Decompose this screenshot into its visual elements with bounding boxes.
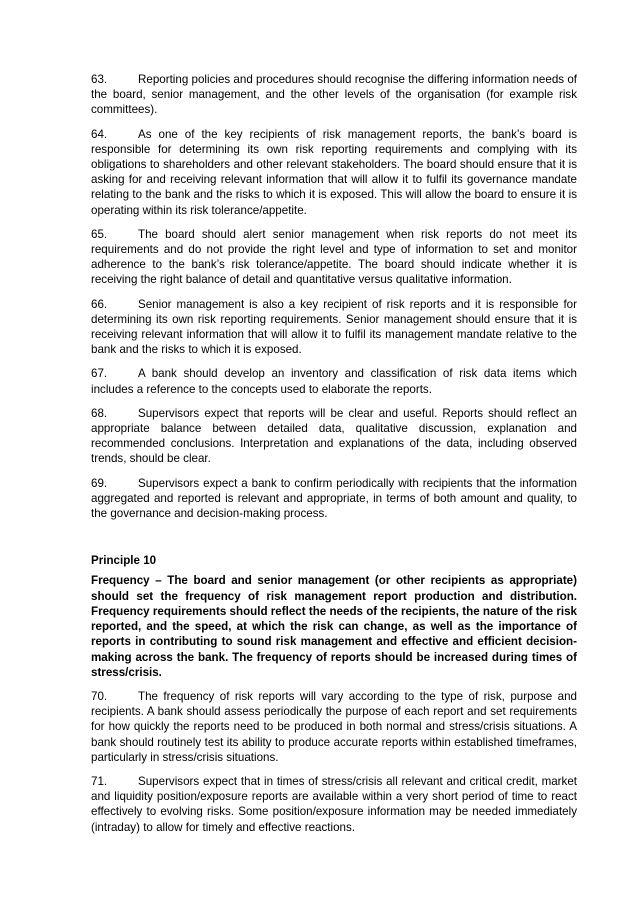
paragraph-text: Reporting policies and procedures should recognise the differing information needs of the board, senior management, and the other levels of the organisation (for example risk committees).: [91, 73, 577, 117]
paragraph-66: [91, 297, 577, 358]
paragraph-68: [91, 406, 577, 467]
principle-heading: Principle 10: [91, 554, 157, 568]
paragraph-number: 66.: [91, 297, 108, 311]
paragraph-67: [91, 366, 577, 396]
paragraph-number: 68.: [91, 406, 108, 420]
paragraph-63: [91, 72, 577, 118]
paragraph-text: Supervisors expect that in times of stress/crisis all relevant and critical credit, market and liquidity position/exposure reports are available within a very short period of time to react effectively to evolving risks. Some position/exposure information may be needed immediately (intraday) to allow for timely and effective reactions.: [91, 774, 577, 834]
paragraph-number: 64.: [91, 127, 108, 141]
paragraph-text: The frequency of risk reports will vary according to the type of risk, purpose and recipients. A bank should assess periodically the purpose of each report and set requirements for how quickly the reports need to be produced in both normal and stress/crisis situations. A bank should routinely test its ability to produce accurate reports within established timeframes, particularly in stress/crisis situations.: [91, 689, 577, 764]
paragraph-number: 67.: [91, 367, 108, 381]
paragraph-number: 69.: [91, 476, 108, 490]
paragraph-number: 71.: [91, 774, 108, 788]
paragraph-65: [91, 227, 577, 288]
paragraph-71: [91, 774, 577, 835]
paragraph-number: 65.: [91, 227, 108, 241]
paragraph-text: The board should alert senior management when risk reports do not meet its requirements and do not provide the right level and type of information to set and monitor adherence to the bank’s risk tolerance/appetite. The board should indicate whether it is receiving the right balance of detail and quantitative versus qualitative information.: [91, 227, 577, 287]
paragraph-64: [91, 127, 577, 218]
principle-statement: Frequency – The board and senior management (or other recipients as appropriate) should set the frequency of risk management report production and distribution. Frequency requirements should reflect the needs of the recipients, the nature of the risk reported, and the speed, at which the risk can change, as well as the importance of reports in contributing to sound risk management and effective and efficient decision-making across the bank. The frequency of reports should be increased during times of stress/crisis.: [91, 574, 577, 679]
paragraph-number: 63.: [91, 73, 108, 86]
document-page: [91, 72, 577, 844]
paragraph-70: [91, 689, 577, 765]
paragraph-text: A bank should develop an inventory and classification of risk data items which includes a reference to the concepts used to elaborate the reports.: [91, 367, 577, 396]
paragraph-text: Senior management is also a key recipient of risk reports and it is responsible for determining its own risk reporting requirements. Senior management should ensure that it is receiving relevant information that will allow it to fulfil its management mandate relative to the bank and the risks to which it is exposed.: [91, 297, 577, 357]
paragraph-text: Supervisors expect a bank to confirm periodically with recipients that the information aggregated and reported is relevant and appropriate, in terms of both amount and quality, to the governance and decision-making process.: [91, 476, 577, 521]
paragraph-number: 70.: [91, 689, 108, 703]
paragraph-text: Supervisors expect that reports will be clear and useful. Reports should reflect an appropriate balance between detailed data, qualitative discussion, explanation and recommended conclusions. Interpretation and explanations of the data, including observed trends, should be clear.: [91, 406, 577, 466]
paragraph-text: As one of the key recipients of risk management reports, the bank’s board is responsible for determining its own risk reporting requirements and complying with its obligations to shareholders and other relevant stakeholders. The board should ensure that it is asking for and receiving relevant information that will allow it to fulfil its governance mandate relating to the bank and the risks to which it is exposed. This will allow the board to ensure it is operating within its risk tolerance/appetite.: [91, 127, 577, 217]
paragraph-69: [91, 476, 577, 522]
section-spacer: [91, 530, 577, 553]
